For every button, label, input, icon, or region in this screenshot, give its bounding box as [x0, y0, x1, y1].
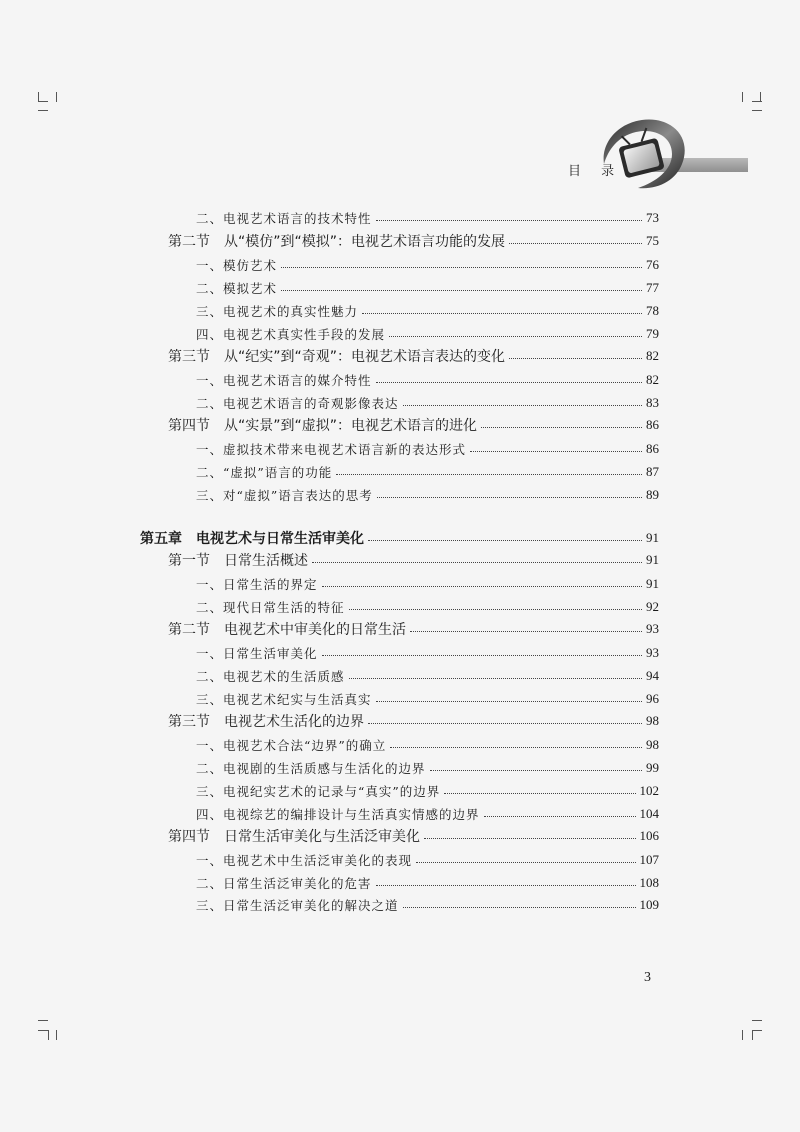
- toc-entry-page: 86: [646, 441, 659, 456]
- toc-entry-title: 第五章 电视艺术与日常生活审美化: [140, 531, 364, 547]
- crop-mark: [752, 110, 762, 111]
- toc-subsection-row: [196, 872, 659, 894]
- toc-entry-title: 一、电视艺术合法“边界”的确立: [196, 738, 387, 753]
- toc-subsection-row: [196, 207, 659, 229]
- toc-entry-title: 二、电视剧的生活质感与生活化的边界: [196, 761, 426, 776]
- toc-entry-page: 87: [646, 464, 659, 479]
- toc-subsection-row: [196, 803, 659, 825]
- toc-subsection-row: [196, 369, 659, 391]
- toc-entry-page: 82: [646, 372, 659, 387]
- toc-leader-dots: [416, 861, 635, 863]
- toc-entry-title: 三、日常生活泛审美化的解决之道: [196, 898, 399, 913]
- toc-entry-page: 99: [646, 760, 659, 775]
- toc-entry-page: 93: [646, 621, 659, 636]
- toc-entry-title: 一、日常生活审美化: [196, 646, 318, 661]
- toc-section-row: [168, 549, 659, 571]
- toc-entry-page: 78: [646, 303, 659, 318]
- toc-entry-page: 89: [646, 487, 659, 502]
- crop-mark: [742, 1030, 743, 1040]
- toc-entry-page: 92: [646, 599, 659, 614]
- toc-leader-dots: [349, 608, 642, 610]
- toc-entry-title: 第四节 日常生活审美化与生活泛审美化: [168, 829, 420, 845]
- crop-mark: [742, 92, 743, 102]
- toc-entry-page: 79: [646, 326, 659, 341]
- toc-subsection-row: [196, 688, 659, 710]
- crop-mark: [752, 1020, 762, 1021]
- toc-leader-dots: [368, 539, 642, 541]
- toc-leader-dots: [481, 426, 642, 428]
- toc-subsection-row: [196, 642, 659, 664]
- toc-subsection-row: [196, 894, 659, 916]
- toc-entry-title: 三、电视艺术的真实性魅力: [196, 304, 359, 319]
- toc-entry-title: 一、模仿艺术: [196, 258, 278, 273]
- toc-entry-title: 三、对“虚拟”语言表达的思考: [196, 488, 373, 503]
- toc-subsection-row: [196, 665, 659, 687]
- section-header: 目 录: [568, 164, 623, 179]
- toc-section-row: [168, 345, 659, 367]
- toc-leader-dots: [312, 561, 642, 563]
- toc-subsection-row: [196, 849, 659, 871]
- toc-subsection-row: [196, 596, 659, 618]
- toc-leader-dots: [410, 630, 642, 632]
- toc-section-row: [168, 230, 659, 252]
- toc-entry-page: 91: [646, 552, 659, 567]
- toc-entry-title: 四、电视综艺的编排设计与生活真实情感的边界: [196, 807, 480, 822]
- toc-leader-dots: [430, 769, 642, 771]
- toc-entry-page: 104: [639, 806, 659, 821]
- toc-entry-title: 第三节 从“纪实”到“奇观”：电视艺术语言表达的变化: [168, 349, 506, 365]
- crop-mark: [38, 1030, 48, 1031]
- toc-leader-dots: [362, 312, 642, 314]
- toc-subsection-row: [196, 392, 659, 414]
- toc-leader-dots: [322, 585, 642, 587]
- toc-entry-page: 106: [639, 828, 659, 843]
- toc-entry-page: 82: [646, 348, 659, 363]
- toc-entry-page: 98: [646, 737, 659, 752]
- toc-leader-dots: [390, 746, 642, 748]
- toc-entry-title: 二、电视艺术语言的奇观影像表达: [196, 396, 399, 411]
- toc-subsection-row: [196, 484, 659, 506]
- toc-leader-dots: [509, 242, 642, 244]
- toc-entry-page: 109: [639, 897, 659, 912]
- toc-leader-dots: [424, 837, 636, 839]
- crop-mark: [56, 92, 57, 102]
- crop-mark: [38, 110, 48, 111]
- crop-mark: [752, 101, 762, 102]
- toc-entry-page: 108: [639, 875, 659, 890]
- tv-icon: [596, 108, 692, 196]
- toc-leader-dots: [377, 496, 642, 498]
- toc-entry-title: 一、日常生活的界定: [196, 577, 318, 592]
- crop-mark: [38, 101, 48, 102]
- toc-chapter-row: [140, 527, 659, 549]
- toc-leader-dots: [281, 289, 642, 291]
- toc-subsection-row: [196, 573, 659, 595]
- toc-entry-page: 96: [646, 691, 659, 706]
- toc-section-row: [168, 710, 659, 732]
- crop-mark: [48, 1030, 49, 1040]
- toc-leader-dots: [376, 700, 642, 702]
- toc-leader-dots: [403, 906, 636, 908]
- toc-leader-dots: [322, 654, 642, 656]
- page-number: 3: [644, 970, 651, 985]
- toc-entry-title: 第三节 电视艺术生活化的边界: [168, 714, 364, 730]
- toc-entry-page: 75: [646, 233, 659, 248]
- toc-leader-dots: [444, 792, 635, 794]
- toc-subsection-row: [196, 461, 659, 483]
- toc-entry-title: 三、电视纪实艺术的记录与“真实”的边界: [196, 784, 441, 799]
- toc-entry-page: 73: [646, 210, 659, 225]
- toc-subsection-row: [196, 323, 659, 345]
- toc-subsection-row: [196, 780, 659, 802]
- toc-subsection-row: [196, 757, 659, 779]
- toc-subsection-row: [196, 734, 659, 756]
- toc-leader-dots: [470, 450, 642, 452]
- toc-subsection-row: [196, 438, 659, 460]
- toc-section-row: [168, 414, 659, 436]
- toc-entry-page: 83: [646, 395, 659, 410]
- toc-leader-dots: [281, 266, 642, 268]
- toc-entry-page: 98: [646, 713, 659, 728]
- toc-entry-title: 二、电视艺术的生活质感: [196, 669, 345, 684]
- toc-leader-dots: [376, 219, 642, 221]
- toc-entry-title: 三、电视艺术纪实与生活真实: [196, 692, 372, 707]
- toc-subsection-row: [196, 277, 659, 299]
- toc-entry-title: 二、日常生活泛审美化的危害: [196, 876, 372, 891]
- toc-leader-dots: [349, 677, 642, 679]
- toc-entry-title: 二、现代日常生活的特征: [196, 600, 345, 615]
- toc-entry-title: 第二节 从“模仿”到“模拟”：电视艺术语言功能的发展: [168, 234, 506, 250]
- toc-leader-dots: [376, 381, 642, 383]
- toc-entry-page: 77: [646, 280, 659, 295]
- toc-entry-title: 一、虚拟技术带来电视艺术语言新的表达形式: [196, 442, 467, 457]
- toc-entry-page: 86: [646, 417, 659, 432]
- toc-entry-title: 四、电视艺术真实性手段的发展: [196, 327, 386, 342]
- toc-leader-dots: [389, 335, 642, 337]
- crop-mark: [752, 1030, 753, 1040]
- toc-entry-page: 91: [646, 576, 659, 591]
- crop-mark: [56, 1030, 57, 1040]
- toc-entry-page: 102: [639, 783, 659, 798]
- toc-leader-dots: [376, 884, 636, 886]
- toc-section-row: [168, 825, 659, 847]
- toc-leader-dots: [336, 473, 642, 475]
- toc-leader-dots: [509, 357, 642, 359]
- toc-leader-dots: [403, 404, 642, 406]
- toc-section-row: [168, 618, 659, 640]
- toc-entry-title: 二、模拟艺术: [196, 281, 278, 296]
- crop-mark: [38, 1020, 48, 1021]
- toc-entry-title: 一、电视艺术语言的媒介特性: [196, 373, 372, 388]
- toc-entry-title: 一、电视艺术中生活泛审美化的表现: [196, 853, 413, 868]
- toc-entry-page: 76: [646, 257, 659, 272]
- toc-entry-title: 第二节 电视艺术中审美化的日常生活: [168, 622, 406, 638]
- toc-subsection-row: [196, 254, 659, 276]
- toc-entry-title: 第一节 日常生活概述: [168, 553, 308, 569]
- toc-entry-page: 94: [646, 668, 659, 683]
- toc-entry-page: 91: [646, 530, 659, 545]
- toc-leader-dots: [484, 815, 636, 817]
- toc-entry-title: 二、电视艺术语言的技术特性: [196, 211, 372, 226]
- toc-entry-page: 107: [639, 852, 659, 867]
- toc-subsection-row: [196, 300, 659, 322]
- toc-entry-page: 93: [646, 645, 659, 660]
- toc-entry-title: 二、“虚拟”语言的功能: [196, 465, 333, 480]
- toc-entry-title: 第四节 从“实景”到“虚拟”：电视艺术语言的进化: [168, 418, 478, 434]
- crop-mark: [752, 1030, 762, 1031]
- toc-leader-dots: [368, 722, 642, 724]
